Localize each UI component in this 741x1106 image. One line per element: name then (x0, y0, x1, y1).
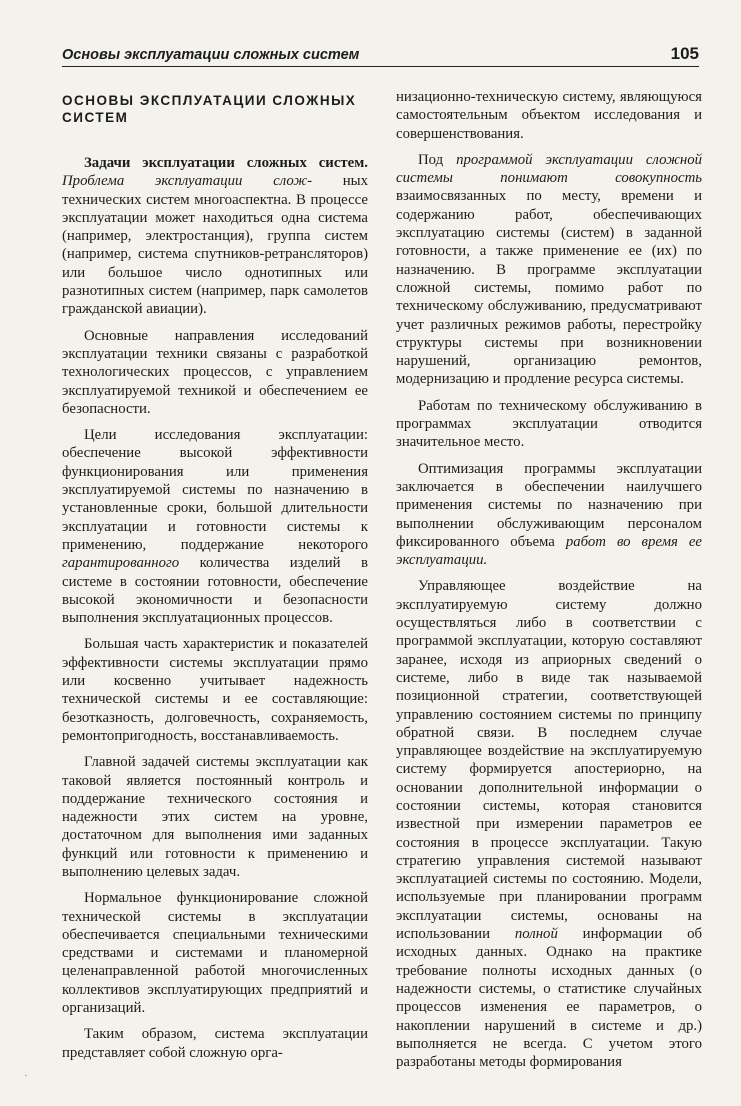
italic-term: гарантированного (62, 555, 180, 572)
italic-term: программой эксплуатации сложной системы понимают совокупность (396, 151, 702, 187)
paragraph-reliability: Большая часть характеристик и показателей эффективности системы эксплуатации прямо или косвенно учитывает надежность технической системы и ее составляющие: безотказность, долговечность, сохраняемость, ремонтопригодность, восстанавливаемость. (62, 636, 368, 744)
paragraph-directions: Основные направления исследований эксплуатации техники связаны с разработкой технологических процессов, с управлением эксплуатируемой техникой и обеспечением ее безопасности. (62, 327, 368, 417)
italic-term: полной (514, 926, 558, 943)
paragraph-control-strategy (396, 577, 702, 1071)
paragraph-text: информации об исходных данных. Однако на практике требование полноты исходных данных (о надежности системы, о статистике случайных процессов изменения ее параметров, о накоплении нарушений в системе и др.) выполняется не всегда. С учетом этого разработаны методы формирования (396, 926, 702, 1071)
running-header (62, 38, 699, 67)
running-title: Основы эксплуатации сложных систем (62, 47, 360, 63)
italic-term: работ во время ее эксплуатации. (396, 533, 702, 569)
paragraph-text: ных технических систем многоаспектна. В процессе эксплуатации может находиться одна система (например, электростанция), группа систем (например, система спутников-ретрансляторов) или большое число однотипных или разнотипных систем (например, парк самолетов гражданской авиации). (62, 173, 368, 318)
paragraph-maintenance: Работам по техническому обслуживанию в программах эксплуатации отводится значительное место. (396, 397, 702, 451)
paragraph-text: Оптимизация программы эксплуатации заключается в обеспечении наилучшего применения системы по назначению при выполнении обслуживающим персоналом фиксированного объема (396, 460, 702, 550)
paragraph-normal-functioning: Нормальное функционирование сложной технической системы в эксплуатации обеспечивается специальными техническими средствами и системами и планомерной целенаправленной работой многочисленных коллективов эксплуатирующих предприятий и организаций. (62, 890, 368, 1017)
scan-mark: · (24, 1070, 28, 1082)
paragraph-program-definition (396, 151, 702, 389)
paragraph-text: количества изделий в системе в состоянии готовности, обеспечение высокой экономичности и безопасности выполнения эксплуатационных процессов. (62, 555, 368, 627)
paragraph-text: Под (418, 151, 444, 168)
section-heading: ОСНОВЫ ЭКСПЛУАТАЦИИ СЛОЖНЫХ СИСТЕМ (62, 93, 357, 125)
italic-term: Проблема эксплуатации слож- (62, 173, 313, 190)
right-column (396, 88, 702, 1079)
paragraph-text: взаимосвязанных по месту, времени и содержанию работ, обеспечивающих эксплуатацию системы (систем) в заданной готовности, а также применение ее (их) по назначению. В программе эксплуатации сложной системы, помимо работ по техническому обслуживанию, предусматривают учет различных режимов работы, перестройку структуры системы при возникновении нарушений, организацию ремонтов, модернизацию и продление ресурса системы. (396, 188, 702, 388)
paragraph-optimization (396, 460, 702, 570)
left-column (62, 88, 368, 1070)
page-number: 105 (670, 44, 699, 63)
paragraph-text: Цели исследования эксплуатации: обеспечение высокой эффективности функционирования или применения эксплуатируемой системы по назначению в установленные сроки, большой длительности эксплуатации и готовности системы к применению, поддержание некоторого (62, 427, 368, 553)
paragraph-goals (62, 426, 368, 627)
paragraph-tasks (62, 154, 368, 319)
paragraph-main-task: Главной задачей системы эксплуатации как таковой является постоянный контроль и поддержание технического состояния и надежности этих систем на уровне, достаточном для выполнения ими заданных функций или готовности к применению и выполнению целевых задач. (62, 754, 368, 880)
run-in-heading: Задачи эксплуатации сложных систем. (84, 155, 368, 171)
paragraph-conclusion: Таким образом, система эксплуатации представляет собой сложную орга- (62, 1026, 368, 1061)
paragraph-continuation: низационно-техническую систему, являющуюся самостоятельным объектом исследования и совершенствования. (396, 89, 702, 142)
paragraph-text: Управляющее воздействие на эксплуатируемую систему должно осуществляться либо в соответствии с программой эксплуатации, которую составляют заранее, исходя из априорных сведений о системе, либо в виде так называемой позиционной стратегии, соответствующей управлению состоянием системы по принципу обратной связи. В последнем случае управляющее воздействие на эксплуатируемую систему формируется апостериорно, на основании дополнительной информации о состоянии системы, которая становится известной при измерении параметров ее состояния в процессе эксплуатации. Такую стратегию управления системой называют эксплуатацией системы по состоянию. Модели, используемые при планировании программ эксплуатации системы, основаны на использовании (396, 578, 702, 943)
